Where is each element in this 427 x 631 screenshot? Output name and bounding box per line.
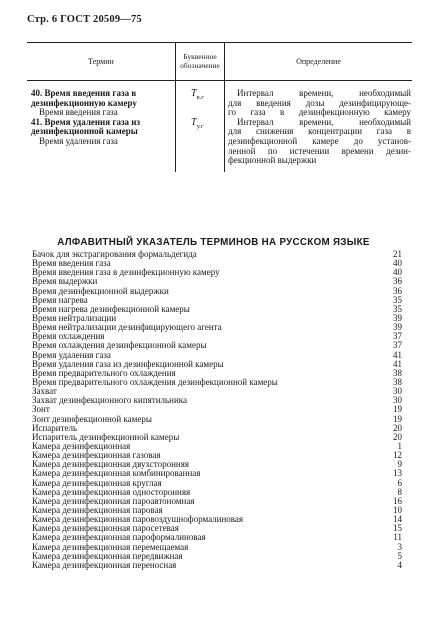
index-term: Камера дезинфекционная комбинированная	[32, 468, 201, 479]
index-term: Зонт	[32, 404, 50, 415]
index-page-number: 30	[393, 386, 402, 397]
index-term: Время охлаждения	[32, 331, 105, 342]
index-page-number: 36	[393, 276, 402, 287]
index-term: Время предварительного охлаждения	[32, 367, 176, 378]
header-definition: Определение	[296, 56, 341, 66]
index-page-number: 5	[397, 550, 402, 561]
index-page-number: 6	[397, 477, 402, 488]
definition-line: го газа в дезинфекционную камеру	[228, 108, 411, 118]
header-designation: Буквенное обозначение	[180, 52, 220, 70]
index-page-number: 39	[393, 322, 402, 333]
symbol: $T_{у.г}$	[191, 117, 204, 130]
index-term: Камера дезинфекционная паросетевая	[32, 523, 179, 534]
index-page-number: 15	[393, 523, 402, 534]
index-page-number: 8	[397, 486, 402, 497]
term-line: дезинфекционную камеру	[31, 97, 137, 108]
index-term: Камера дезинфекционная переносная	[32, 559, 177, 570]
index-page-number: 12	[393, 450, 402, 461]
index-term: Камера дезинфекционная пароформалиновая	[32, 532, 206, 543]
header-term: Термин	[88, 56, 114, 66]
index-entry	[32, 561, 402, 570]
index-term: Время введения газа в дезинфекционную камеру	[32, 267, 220, 278]
table-row-term	[31, 89, 140, 147]
index-term: Камера дезинфекционная круглая	[32, 477, 162, 488]
index-page-number: 16	[393, 495, 402, 506]
terms-table	[27, 42, 412, 172]
index-entry	[32, 396, 402, 405]
index-entry	[32, 378, 402, 387]
index-page-number: 11	[393, 532, 402, 543]
index-page-number: 10	[393, 504, 402, 515]
index-term: Время нейтрализации дезинфицирующего агента	[32, 322, 222, 333]
index-term: Камера дезинфекционная	[32, 440, 131, 451]
index-term: Время дезинфекционной выдержки	[32, 285, 169, 296]
index-page-number: 4	[397, 559, 402, 570]
index-page-number: 41	[393, 358, 402, 369]
index-term: Захват	[32, 386, 57, 397]
term-line: Время введения газа	[39, 107, 118, 118]
index-page-number: 19	[393, 404, 402, 415]
index-term: Время выдержки	[32, 276, 98, 287]
index-term: Время охлаждения дезинфекционной камеры	[32, 340, 207, 351]
index-term: Камера дезинфекционная передвижная	[32, 550, 183, 561]
index-page-number: 36	[393, 285, 402, 296]
index-term: Испаритель	[32, 422, 78, 433]
index-term: Время удаления газа	[32, 349, 111, 360]
page-header: Стр. 6 ГОСТ 20509—75	[27, 14, 142, 25]
index-term: Время нагрева дезинфекционной камеры	[32, 303, 190, 314]
definitions	[228, 89, 411, 166]
index-term: Зонт дезинфекционной камеры	[32, 413, 152, 424]
index-page-number: 37	[393, 340, 402, 351]
index-term: Захват дезинфекционного кипятильника	[32, 395, 187, 406]
index-term: Время нагрева	[32, 294, 88, 305]
index-term: Камера дезинфекционная перемещаемая	[32, 541, 189, 552]
index-page-number: 38	[393, 367, 402, 378]
index-page-number: 13	[393, 468, 402, 479]
index-page-number: 37	[393, 331, 402, 342]
index-page-number: 35	[393, 303, 402, 314]
index-term: Бачок для экстрагирования формальдегида	[32, 249, 197, 259]
term-line: дезинфекционной камеры	[31, 126, 138, 137]
index-page-number: 40	[393, 258, 402, 269]
term-line: 41. Время удаления газа из	[31, 116, 141, 127]
index-page-number: 19	[393, 413, 402, 424]
index-page-number: 20	[393, 422, 402, 433]
index-page-number: 20	[393, 431, 402, 442]
index-page-number: 30	[393, 395, 402, 406]
definition-line: для введения дозы дезинфицирующе-	[228, 98, 411, 108]
index-page-number: 9	[397, 459, 402, 470]
index-page-number: 39	[393, 312, 402, 323]
index-entry	[32, 415, 402, 424]
index-page-number: 38	[393, 376, 402, 387]
definition-line: дезинфекционной камере до установ-	[228, 136, 411, 146]
index-page-number: 3	[397, 541, 402, 552]
alphabetical-index	[32, 250, 402, 570]
index-page-number: 21	[393, 249, 402, 259]
index-term: Время введения газа	[32, 258, 111, 269]
index-term: Испаритель дезинфекционной камеры	[32, 431, 180, 442]
index-term: Время предварительного охлаждения дезинфекционной камеры	[32, 376, 278, 387]
index-term: Время нейтрализации	[32, 312, 117, 323]
index-term: Камера дезинфекционная пароавтономная	[32, 495, 195, 506]
definition-line: для снижения концентрации газа в	[228, 127, 411, 137]
term-line: Время удаления газа	[39, 135, 118, 146]
index-page-number: 14	[393, 514, 402, 525]
index-page-number: 1	[397, 440, 402, 451]
index-page-number: 40	[393, 267, 402, 278]
definition-line: Интервал времени, необходимый	[237, 89, 411, 98]
index-term: Камера дезинфекционная паровая	[32, 504, 163, 515]
index-title: АЛФАВИТНЫЙ УКАЗАТЕЛЬ ТЕРМИНОВ НА РУССКОМ ЯЗЫКЕ	[57, 237, 370, 248]
index-page-number: 35	[393, 294, 402, 305]
symbol: $T_{в.г}$	[191, 88, 204, 101]
index-page-number: 41	[393, 349, 402, 360]
table-header-rule	[27, 80, 412, 81]
definition-line: Интервал времени, необходимый	[237, 117, 411, 127]
definition-line: ленной по истечении времени дезин-	[228, 146, 411, 156]
index-term: Камера дезинфекционная односторонняя	[32, 486, 191, 497]
definition-line: фекционной выдержки	[228, 156, 317, 166]
index-term: Камера дезинфекционная газовая	[32, 450, 161, 461]
index-term: Камера дезинфекционная паровоздушноформалиновая	[32, 514, 244, 525]
term-line: 40. Время введения газа в	[31, 88, 137, 98]
index-term: Камера дезинфекционная двухсторонняя	[32, 459, 190, 470]
index-term: Время удаления газа из дезинфекционной камеры	[32, 358, 224, 369]
